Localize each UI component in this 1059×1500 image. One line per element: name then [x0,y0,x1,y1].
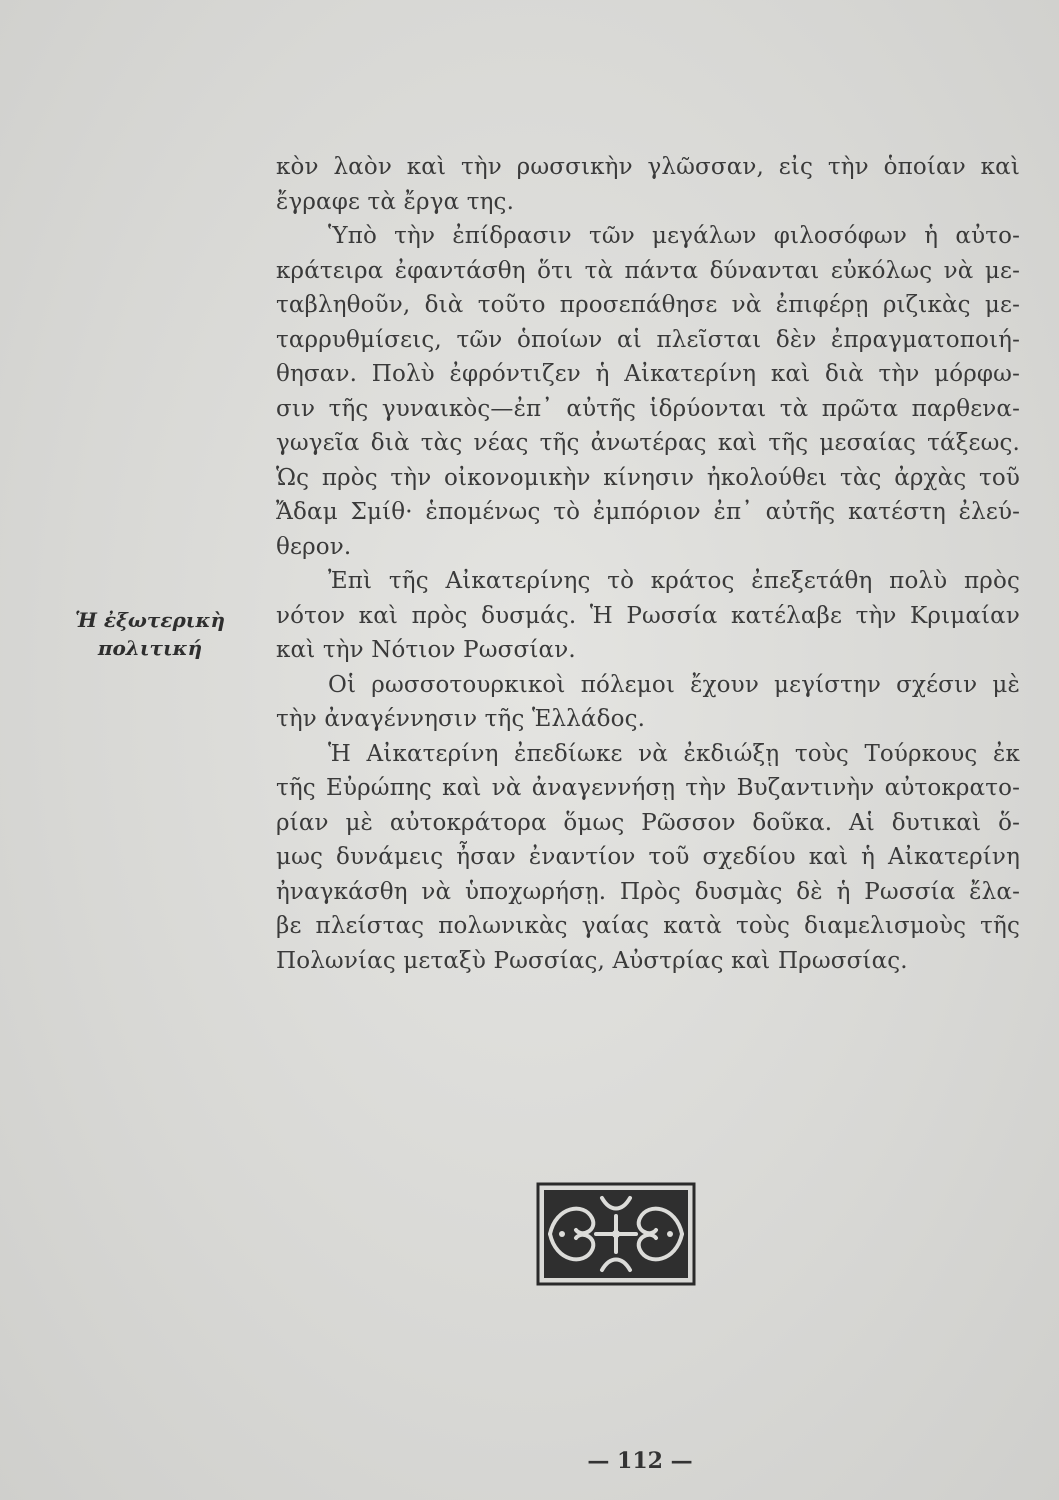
text-line: Ὑπὸ τὴν ἐπίδρασιν τῶν μεγάλων φιλοσόφων ἡ αὐτο- [328,223,1020,249]
text-line: ἔγραφε τὰ ἔργα της. [276,188,515,215]
text-line: γωγεῖα διὰ τὰς νέας τῆς ἀνωτέρας καὶ τῆς μεσαίας τάξεως. [276,430,1020,456]
text-line: Πολωνίας μεταξὺ Ρωσσίας, Αὐστρίας καὶ Πρωσσίας. [276,947,908,974]
text-line: θησαν. Πολὺ ἐφρόντιζεν ἡ Αἰκατερίνη καὶ διὰ τὴν μόρφω- [276,361,1020,387]
text-line: Ἐπὶ τῆς Αἰκατερίνης τὸ κράτος ἐπεξετάθη πολὺ πρὸς [328,568,1020,594]
text-line: ταβληθοῦν, διὰ τοῦτο προσεπάθησε νὰ ἐπιφέρῃ ριζικὰς με- [276,292,1020,318]
text-line: τῆς Εὐρώπης καὶ νὰ ἀναγεννήσῃ τὴν Βυζαντινὴν αὐτοκρατο- [276,775,1020,801]
text-line: τὴν ἀναγέννησιν τῆς Ἑλλάδος. [276,706,646,732]
text-line: κράτειρα ἐφαντάσθη ὅτι τὰ πάντα δύνανται εὐκόλως νὰ με- [276,257,1020,284]
text-line: νότον καὶ πρὸς δυσμάς. Ἡ Ρωσσία κατέλαβε τὴν Κριμαίαν [276,602,1020,629]
text-line: μως δυνάμεις ἦσαν ἐναντίον τοῦ σχεδίου καὶ ἡ Αἰκατερίνη [276,844,1020,870]
text-line: θερον. [276,533,352,560]
decorative-ornament-icon [536,1182,696,1286]
text-line: Ἡ Αἰκατερίνη ἐπεδίωκε νὰ ἐκδιώξῃ τοὺς Τούρκους ἐκ [328,740,1020,767]
text-line: ρίαν μὲ αὐτοκράτορα ὅμως Ρῶσσον δοῦκα. Αἱ δυτικαὶ ὅ- [276,809,1020,836]
text-line: Ἄδαμ Σμίθ· ἑπομένως τὸ ἐμπόριον ἐπ᾽ αὐτῆς κατέστη ἐλεύ- [276,499,1020,525]
text-line: Ὡς πρὸς τὴν οἰκονομικὴν κίνησιν ἠκολούθει τὰς ἀρχὰς τοῦ [276,464,1020,491]
page-number: — 112 — [587,1448,693,1474]
margin-note-line-2: πολιτική [97,636,203,660]
text-line: κὸν λαὸν καὶ τὴν ρωσσικὴν γλῶσσαν, εἰς τὴν ὁποίαν καὶ [276,154,1020,180]
text-line: Οἱ ρωσσοτουρκικοὶ πόλεμοι ἔχουν μεγίστην σχέσιν μὲ [328,671,1020,698]
body-text [276,150,1020,978]
margin-note-line-1: Ἡ ἐξωτερικὴ [74,608,226,632]
text-line: σιν τῆς γυναικὸς—ἐπ᾽ αὐτῆς ἱδρύονται τὰ πρῶτα παρθενα- [276,395,1020,422]
text-line: ἠναγκάσθη νὰ ὑποχωρήσῃ. Πρὸς δυσμὰς δὲ ἡ Ρωσσία ἔλα- [276,878,1020,905]
text-line: καὶ τὴν Νότιον Ρωσσίαν. [276,637,576,663]
margin-note [60,606,240,662]
text-line: ταρρυθμίσεις, τῶν ὁποίων αἱ πλεῖσται δὲν ἐπραγματοποιή- [276,326,1020,353]
text-line: βε πλείστας πολωνικὰς γαίας κατὰ τοὺς διαμελισμοὺς τῆς [276,913,1020,939]
